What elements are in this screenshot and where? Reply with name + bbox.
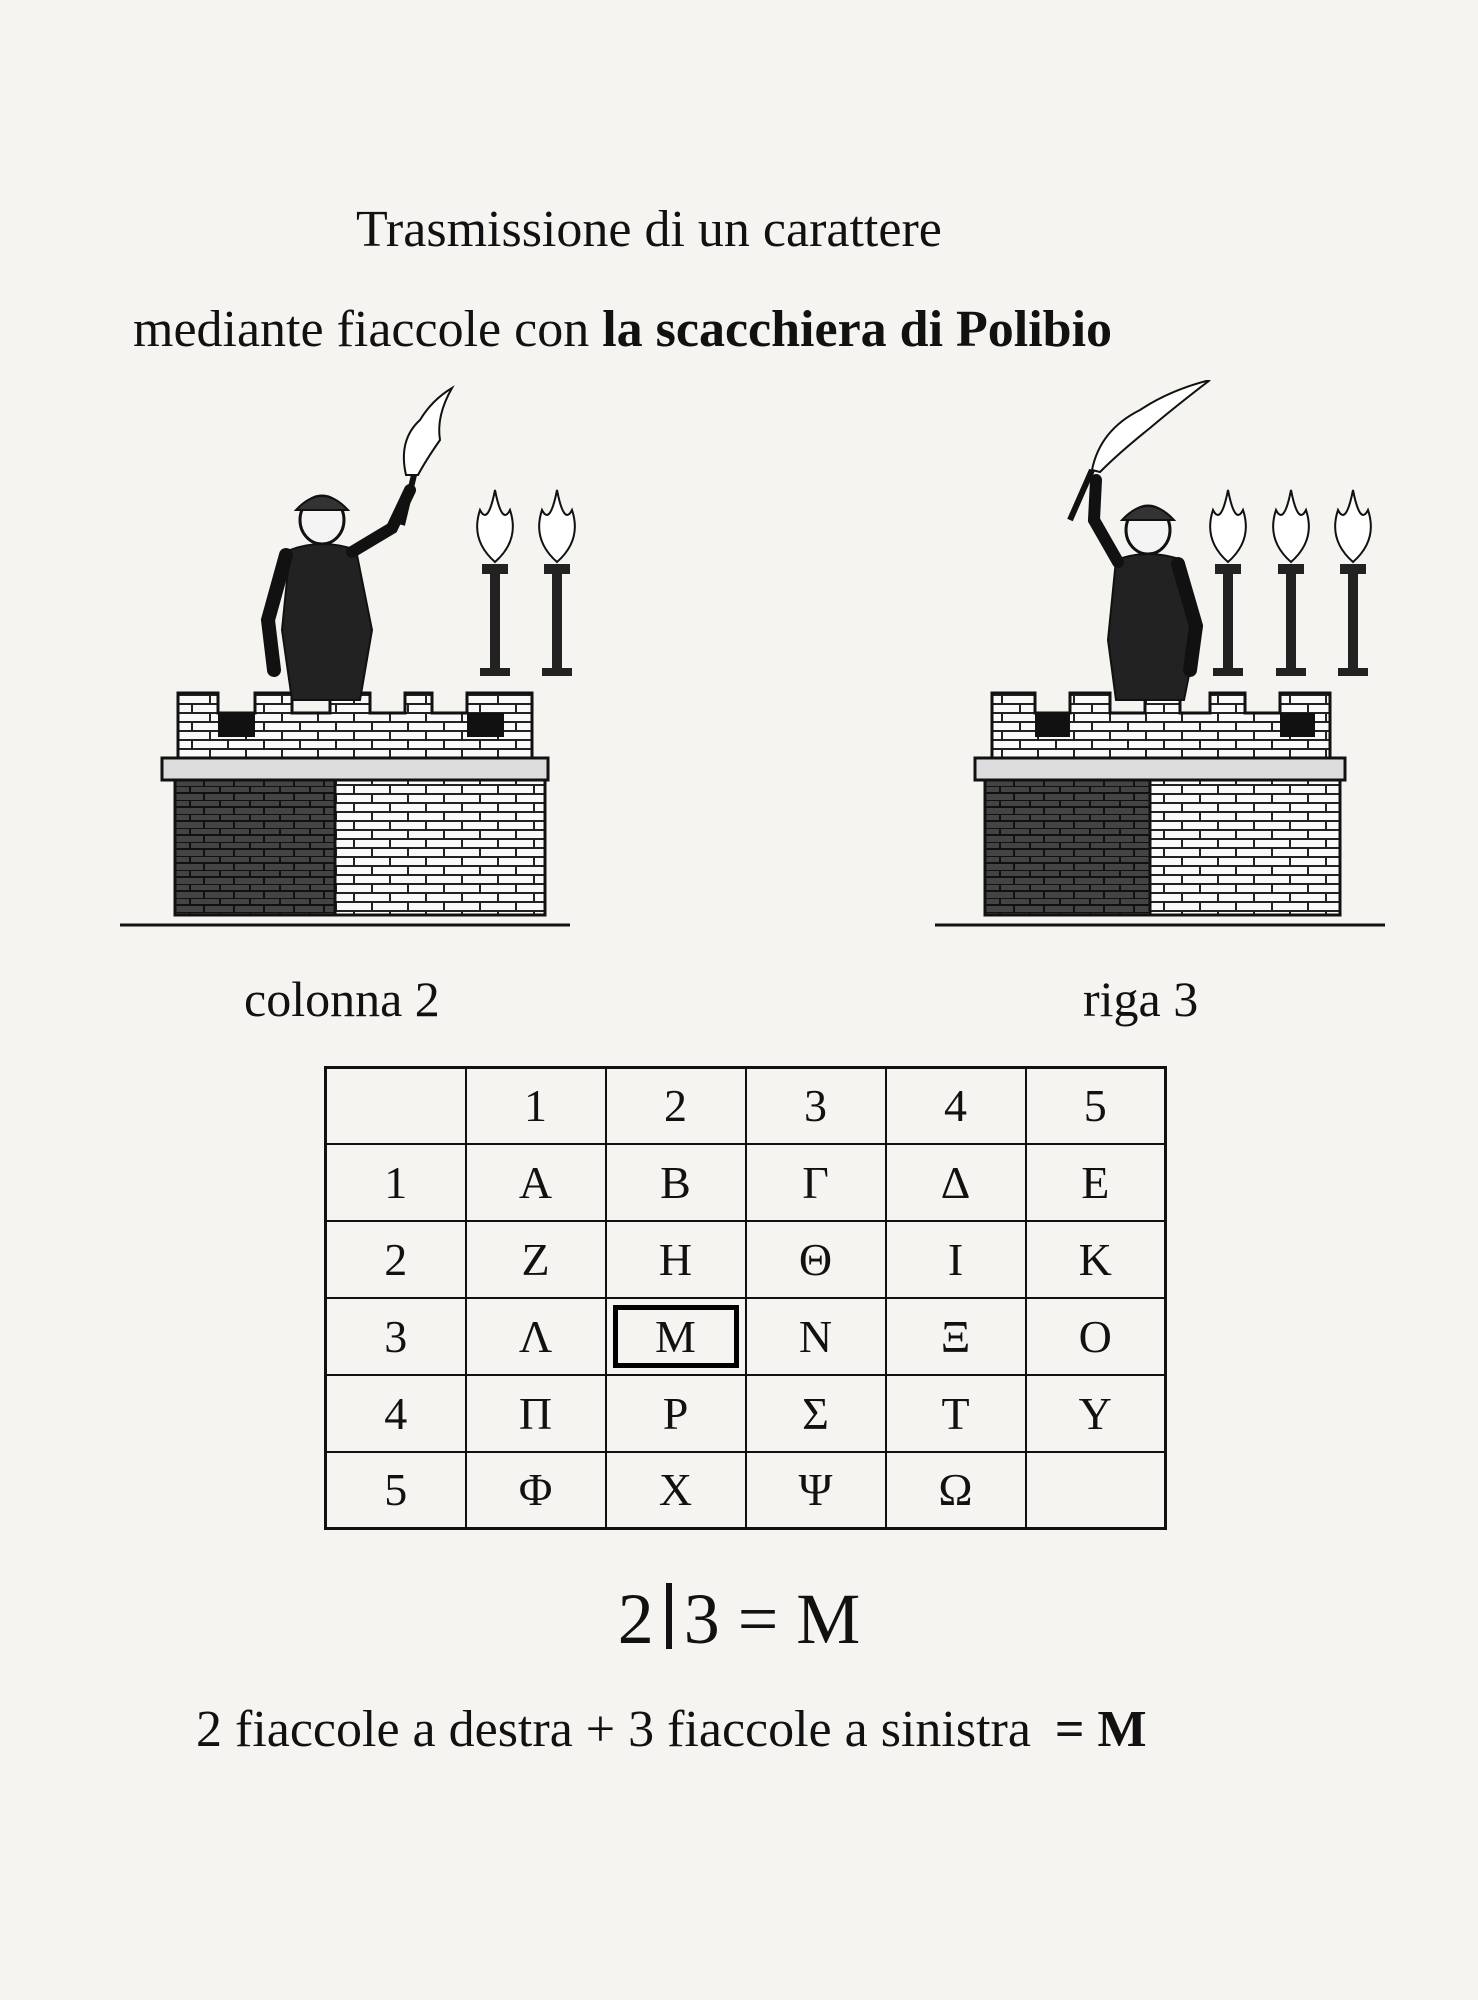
grid-cell: Υ — [1026, 1375, 1166, 1452]
grid-cell: Τ — [886, 1375, 1026, 1452]
grid-cell: Θ — [746, 1221, 886, 1298]
grid-row — [326, 1221, 1166, 1298]
grid-cell: Ν — [746, 1298, 886, 1375]
grid-column-header: 3 — [746, 1068, 886, 1144]
grid-cell: Δ — [886, 1144, 1026, 1221]
title-line-2 — [133, 300, 1112, 359]
grid-cell: Ο — [1026, 1298, 1166, 1375]
grid-row-header: 4 — [326, 1375, 466, 1452]
grid-cell: Γ — [746, 1144, 886, 1221]
right-torch-3 — [1335, 490, 1371, 676]
grid-cell: Ω — [886, 1452, 1026, 1529]
grid-cell: Β — [606, 1144, 746, 1221]
right-tower — [935, 380, 1385, 925]
right-torch-1 — [1210, 490, 1246, 676]
grid-column-header — [326, 1068, 466, 1144]
grid-cell — [1026, 1452, 1166, 1529]
explanation — [196, 1700, 1147, 1759]
grid-row — [326, 1452, 1166, 1529]
grid-cell: Ξ — [886, 1298, 1026, 1375]
grid-cell: Η — [606, 1221, 746, 1298]
grid-row — [326, 1375, 1166, 1452]
grid-column-header: 2 — [606, 1068, 746, 1144]
grid-row-header: 5 — [326, 1452, 466, 1529]
title-line-2-prefix: mediante fiaccole con — [133, 301, 603, 358]
right-torch-2 — [1273, 490, 1309, 676]
grid-cell: Λ — [466, 1298, 606, 1375]
left-torchbearer — [268, 388, 452, 700]
explanation-text: 2 fiaccole a destra + 3 fiaccole a sinistra — [196, 1701, 1031, 1758]
grid-row-header: 1 — [326, 1144, 466, 1221]
equation-right: 3 = Μ — [683, 1579, 861, 1659]
grid-cell: Ψ — [746, 1452, 886, 1529]
title-line-1: Trasmissione di un carattere — [356, 201, 942, 258]
right-torchbearer — [1070, 380, 1210, 700]
equation-separator — [666, 1583, 672, 1649]
grid-column-header: 5 — [1026, 1068, 1166, 1144]
grid-cell: Χ — [606, 1452, 746, 1529]
explanation-result: = Μ — [1054, 1701, 1147, 1758]
equation — [0, 1578, 1478, 1661]
grid-row-header: 2 — [326, 1221, 466, 1298]
grid-cell: Κ — [1026, 1221, 1166, 1298]
grid-column-header: 4 — [886, 1068, 1026, 1144]
grid-cell: Ρ — [606, 1375, 746, 1452]
grid-cell: Ι — [886, 1221, 1026, 1298]
left-torch-2 — [539, 490, 575, 676]
equation-left: 2 — [617, 1579, 654, 1659]
grid-column-header: 1 — [466, 1068, 606, 1144]
grid-cell: Φ — [466, 1452, 606, 1529]
left-tower — [120, 388, 575, 925]
grid-cell: Α — [466, 1144, 606, 1221]
grid-header-row — [326, 1068, 1166, 1144]
grid-cell: Ζ — [466, 1221, 606, 1298]
polybius-square — [324, 1066, 1167, 1530]
label-row: riga 3 — [1083, 971, 1199, 1027]
grid-row-header: 3 — [326, 1298, 466, 1375]
grid-row — [326, 1298, 1166, 1375]
grid-cell: Σ — [746, 1375, 886, 1452]
left-torch-1 — [477, 490, 513, 676]
title-line-2-bold: la scacchiera di Polibio — [602, 301, 1113, 358]
grid-cell-highlighted: Μ — [606, 1298, 746, 1375]
grid-cell: Ε — [1026, 1144, 1166, 1221]
tower-illustration — [0, 380, 1478, 940]
label-column: colonna 2 — [244, 971, 440, 1027]
grid-cell: Π — [466, 1375, 606, 1452]
grid-row — [326, 1144, 1166, 1221]
